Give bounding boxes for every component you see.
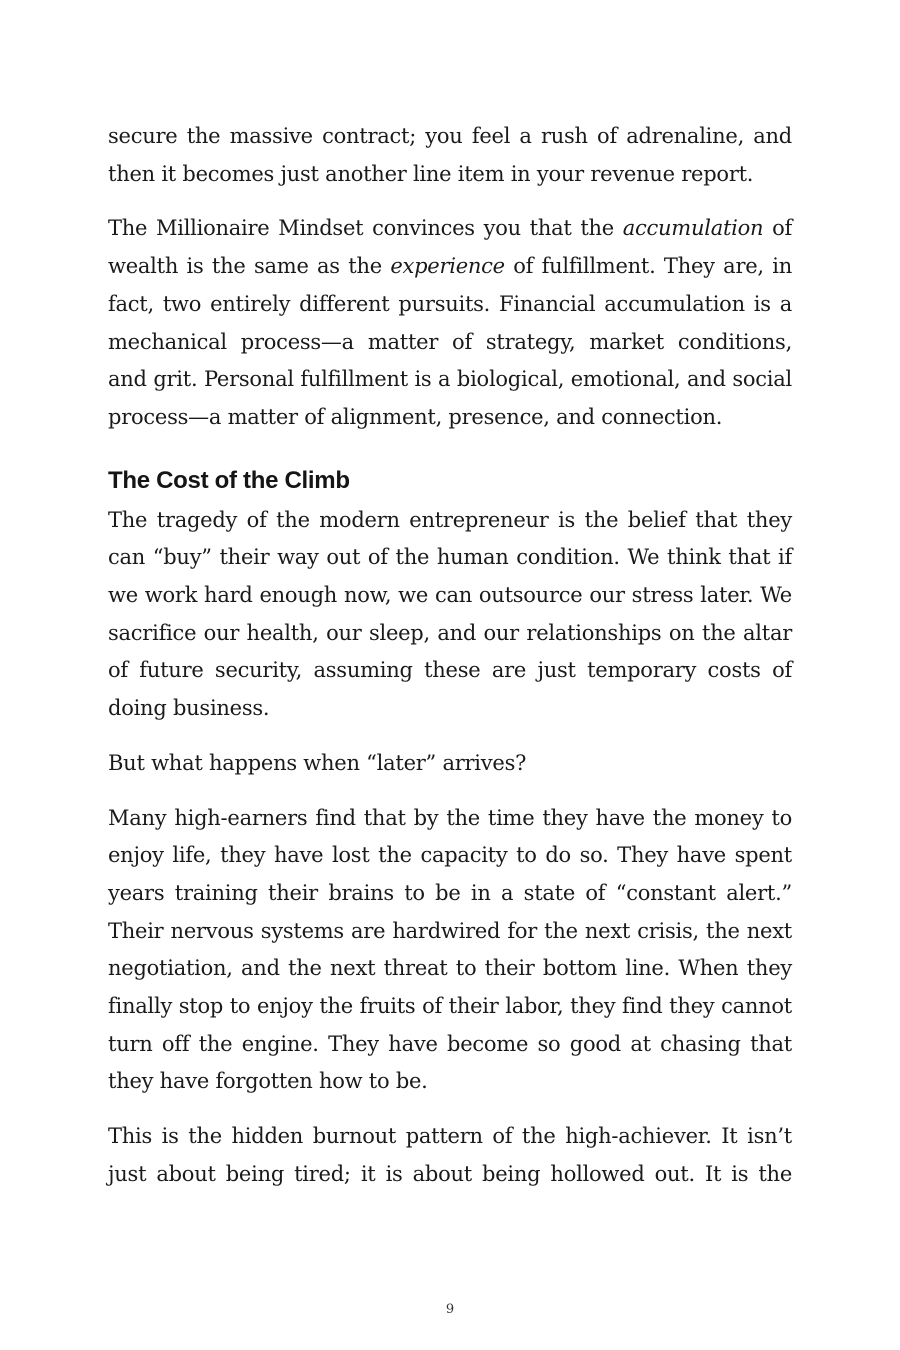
paragraph-continuation: secure the massive contract; you feel a rush of adrenaline, and then it becomes just another line item in your revenue report.	[108, 124, 792, 186]
paragraph-millionaire-mindset	[108, 210, 792, 436]
emphasis-experience: experience	[390, 254, 505, 279]
paragraph-high-earners: Many high-earners find that by the time they have the money to enjoy life, they have lost the capacity to do so. They have spent years training their brains to be in a state of “constant alert.” Their nervous systems are hardwired for the next crisis, the next negotiation, and the next threat to their bottom line. When they finally stop to enjoy the fruits of their labor, they find they cannot turn off the engine. They have become so good at chasing that they have forgotten how to be.	[108, 805, 792, 1094]
paragraph-question: But what happens when “later” arrives?	[108, 750, 527, 775]
page-number: 9	[445, 1302, 455, 1317]
emphasis-accumulation: accumulation	[622, 216, 764, 241]
paragraph-text: The Millionaire Mindset convinces you that the	[108, 216, 623, 241]
paragraph-text: of wealth is the same as the	[108, 216, 792, 279]
section-heading: The Cost of the Climb	[108, 466, 350, 494]
paragraph-text: of fulfillment. They are, in fact, two entirely different pursuits. Financial accumulation is a mechanical process—a matter of strategy, market conditions, and grit. Personal fulfillment is a biological, emotional, and social process—a matter of alignment, presence, and connection.	[108, 254, 792, 429]
body-text	[108, 118, 792, 1211]
paragraph-tragedy: The tragedy of the modern entrepreneur is the belief that they can “buy” their way out of the human condition. We think that if we work hard enough now, we can outsource our stress later. We sacrifice our health, our sleep, and our relationships on the altar of future security, assuming these are just temporary costs of doing business.	[108, 507, 792, 721]
paragraph-burnout: This is the hidden burnout pattern of the high-achiever. It isn’t just about being tired; it is about being hollowed out. It is the	[108, 1124, 792, 1186]
